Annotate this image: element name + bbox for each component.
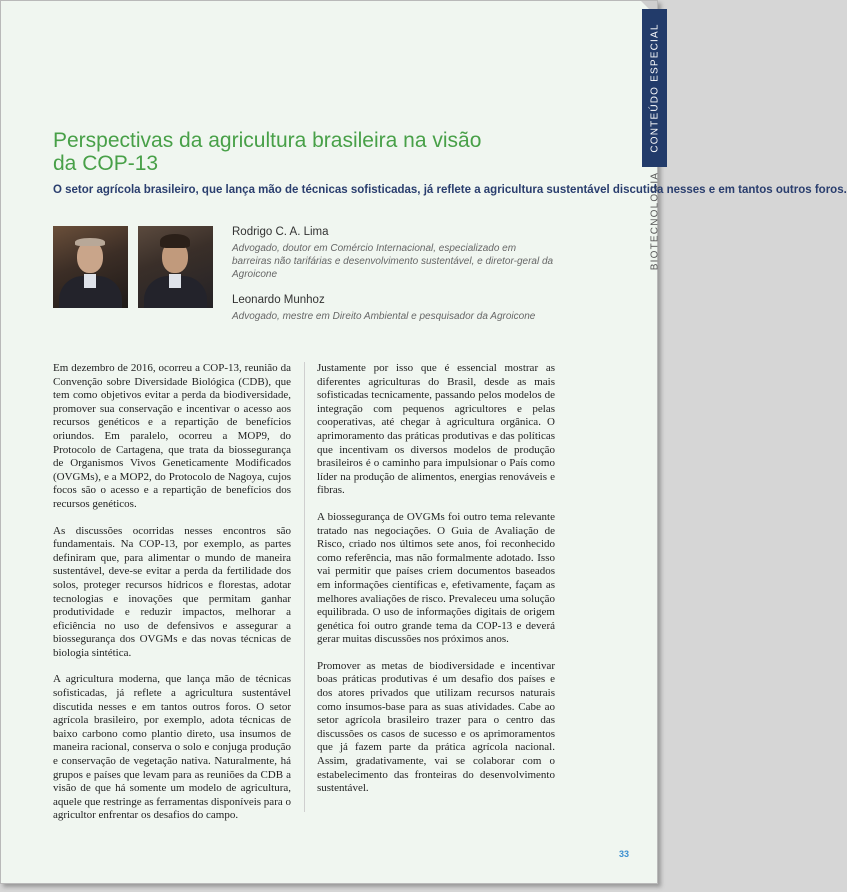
body-paragraph: Justamente por isso que é essencial mostrar as diferentes agriculturas do Brasil, desde as mais sofisticadas tecnicamente, passando pelos modelos de integração com pequenos agricultores e pelas cooperativas, até chegar à agricultura orgânica. O aprimoramento das práticas produtivas e das políticas que incentivam os diversos modelos de produção brasileiros é o caminho para impulsionar o País como líder na produção de alimentos, energias renováveis e fibras. (317, 362, 555, 497)
body-paragraph: As discussões ocorridas nesses encontros são fundamentais. Na COP-13, por exemplo, as partes definiram que, para alimentar o mundo de maneira sustentável, deve-se evitar a perda da fertilidade dos solos, proteger recursos hídricos e florestas, adotar tecnologias e inovações que permitam ganhar produtividade e reduzir impactos, melhorar a eficiência no uso de defensivos e assegurar a biossegurança dos OVGMs e das novas técnicas de biologia sintética. (53, 524, 291, 659)
article-subtitle: O setor agrícola brasileiro, que lança mão de técnicas sofisticadas, já reflete a agricultura sustentável discutida nesses e em tantos outros foros. (53, 184, 847, 196)
author-photo-hair (160, 234, 190, 248)
author-photo-collar (84, 274, 96, 288)
body-paragraph: A biossegurança de OVGMs foi outro tema relevante tratado nas negociações. O Guia de Avaliação de Risco, criado nos últimos sete anos, foi reconhecido como referência, mas não formalmente adotado. Isso vai permitir que países criem documentos baseados em informações científicas e, efetivamente, façam as melhores avaliações de risco. Prevaleceu uma solução equilibrada. O uso de informações digitais de origem genética foi outro grande tema da COP-13 e deverá gerar muitas discussões nos próximos anos. (317, 510, 555, 646)
body-paragraph: Promover as metas de biodiversidade e incentivar boas práticas produtivas é um desafio dos países e dos atores privados que utilizam recursos naturais como insumos-base para as suas atividades. Cabe ao setor agrícola brasileiro trazer para o centro das discussões os casos de sucesso e os aprimoramentos que já fazem parte da prática agrícola nacional. Assim, gradativamente, vai se colaborar com o estabelecimento das fronteiras do desenvolvimento sustentável. (317, 659, 555, 795)
body-paragraph: A agricultura moderna, que lança mão de técnicas sofisticadas, já reflete a agricultura sustentável discutida nesses e em tantos outros foros. O setor agrícola brasileiro, por exemplo, adota técnicas de baixo carbono como plantio direto, usa insumos de maneira racional, conserva o solo e conjuga produção e conservação de vegetação nativa. Naturalmente, há grupos e países que levam para as reuniões da CDB a visão de que há somente um modelo de agricultura, aquele que restringe as ferramentas disponíveis para o agricultor enfrentar os desafios do campo. (53, 673, 291, 822)
section-tab-label: CONTEÚDO ESPECIAL (649, 23, 660, 153)
author-name-1: Rodrigo C. A. Lima (232, 226, 329, 238)
category-label-text: BIOTECNOLOGIA (649, 171, 660, 271)
author-photo-leonardo (138, 226, 213, 308)
author-name-2: Leonardo Munhoz (232, 294, 325, 306)
column-divider (304, 362, 305, 812)
author-photo-hair (75, 238, 105, 246)
body-column-left (53, 362, 291, 836)
author-photo-collar (169, 274, 181, 288)
author-bio-1: Advogado, doutor em Comércio Internacional, especializado em barreiras não tarifárias e desenvolvimento sustentável, e diretor-geral da Agroicone (232, 243, 554, 280)
section-tab (642, 9, 667, 167)
author-photo-rodrigo (53, 226, 128, 308)
author-bio-2: Advogado, mestre em Direito Ambiental e pesquisador da Agroicone (232, 311, 536, 322)
body-paragraph: Em dezembro de 2016, ocorreu a COP-13, reunião da Convenção sobre Diversidade Biológica (CDB), que tem como objetivos evitar a perda da biodiversidade, promover sua conservação e incentivar o acesso aos recursos genéticos e a repartição de benefícios oriundos. Em paralelo, ocorreu a MOP9, do Protocolo de Cartagena, que trata da biossegurança de Organismos Vivos Geneticamente Modificados (OVGMs), e a MOP2, do Protocolo de Nagoya, cujos focos são o acesso e a repartição de benefícios dos recursos genéticos. (53, 362, 291, 510)
article-title: Perspectivas da agricultura brasileira na visão da COP-13 (53, 129, 482, 175)
body-column-right (317, 362, 555, 809)
page-number: 33 (619, 849, 630, 859)
